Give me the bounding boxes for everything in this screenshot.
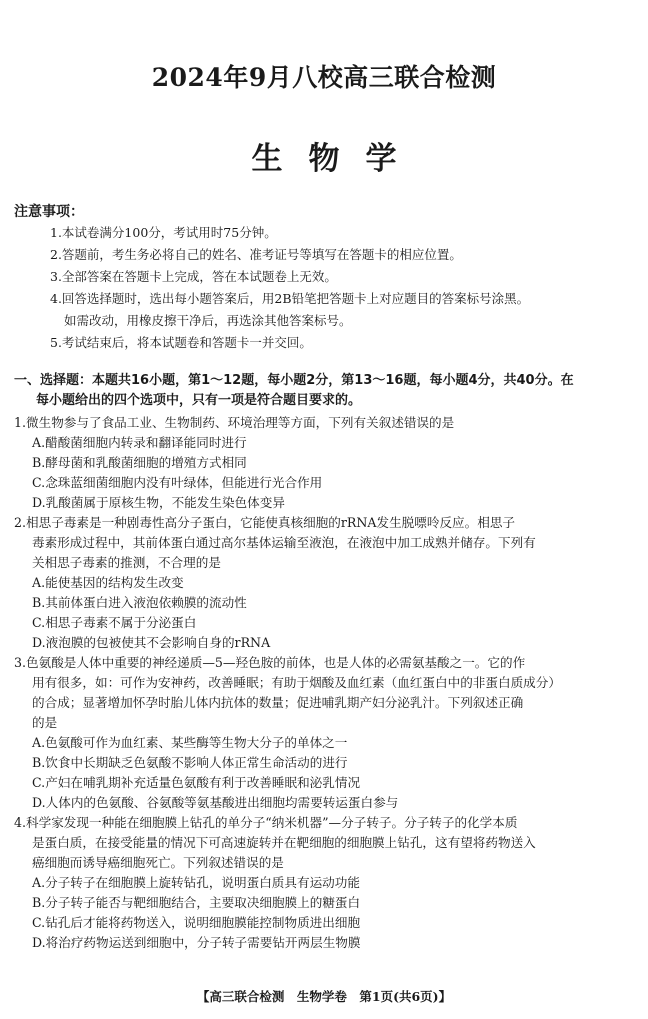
question-stem: 2.相思子毒素是一种剧毒性高分子蛋白，它能使真核细胞的rRNA发生脱嘌呤反应。相思子 xyxy=(14,515,516,530)
notice-item: 如需改动，用橡皮擦干净后，再选涂其他答案标号。 xyxy=(64,313,352,328)
section-heading-line: 一、选择题：本题共16小题，第1～12题，每小题2分，第13～16题，每小题4分，共40分。在 xyxy=(14,373,574,388)
option-c: C.产妇在哺乳期补充适量色氨酸有利于改善睡眠和泌乳情况 xyxy=(32,775,361,790)
notice-list xyxy=(50,222,640,354)
exam-subject: 生物学 xyxy=(251,141,423,177)
option-d: D.将治疗药物运送到细胞中，分子转子需要钻开两层生物膜 xyxy=(32,935,361,950)
option-c: C.念珠蓝细菌细胞内没有叶绿体，但能进行光合作用 xyxy=(32,475,323,490)
option-b: B.饮食中长期缺乏色氨酸不影响人体正常生命活动的进行 xyxy=(32,755,348,770)
exam-title: 2024年9月八校高三联合检测 xyxy=(151,63,497,92)
question-stem: 的合成；显著增加怀孕时胎儿体内抗体的数量；促进哺乳期产妇分泌乳汁。下列叙述正确 xyxy=(32,695,524,710)
option-a: A.醋酸菌细胞内转录和翻译能同时进行 xyxy=(32,435,247,450)
option-b: B.酵母菌和乳酸菌细胞的增殖方式相同 xyxy=(32,455,247,470)
notice-item: 5.考试结束后，将本试题卷和答题卡一并交回。 xyxy=(50,335,312,350)
question-stem: 癌细胞而诱导癌细胞死亡。下列叙述错误的是 xyxy=(32,855,284,870)
notice-heading: 注意事项： xyxy=(14,204,84,220)
question-stem: 3.色氨酸是人体中重要的神经递质—5—羟色胺的前体，也是人体的必需氨基酸之一。它的作 xyxy=(14,655,526,670)
option-d: D.液泡膜的包被使其不会影响自身的rRNA xyxy=(32,635,271,650)
option-a: A.色氨酸可作为血红素、某些酶等生物大分子的单体之一 xyxy=(32,735,348,750)
question-3 xyxy=(14,653,638,813)
option-b: B.其前体蛋白进入液泡依赖膜的流动性 xyxy=(32,595,247,610)
question-stem: 1.微生物参与了食品工业、生物制药、环境治理等方面，下列有关叙述错误的是 xyxy=(14,415,455,430)
question-4 xyxy=(14,813,638,953)
question-stem: 4.科学家发现一种能在细胞膜上钻孔的单分子“纳米机器”—分子转子。分子转子的化学本质 xyxy=(14,815,518,830)
page-footer: 【高三联合检测 生物学卷 第1页(共6页)】 xyxy=(196,989,452,1004)
notice-item: 3.全部答案在答题卡上完成，答在本试题卷上无效。 xyxy=(50,269,337,284)
option-d: D.乳酸菌属于原核生物，不能发生染色体变异 xyxy=(32,495,285,510)
option-c: C.钻孔后才能将药物送入，说明细胞膜能控制物质进出细胞 xyxy=(32,915,361,930)
notice-item: 1.本试卷满分100分，考试用时75分钟。 xyxy=(50,225,277,240)
option-d: D.人体内的色氨酸、谷氨酸等氨基酸进出细胞均需要转运蛋白参与 xyxy=(32,795,399,810)
section-heading-line: 每小题给出的四个选项中，只有一项是符合题目要求的。 xyxy=(36,393,362,408)
option-a: A.分子转子在细胞膜上旋转钻孔，说明蛋白质具有运动功能 xyxy=(32,875,360,890)
notice-item: 2.答题前，考生务必将自己的姓名、准考证号等填写在答题卡的相应位置。 xyxy=(50,247,462,262)
question-list xyxy=(14,413,638,953)
option-a: A.能使基因的结构发生改变 xyxy=(32,575,184,590)
question-2 xyxy=(14,513,638,653)
question-stem: 是蛋白质，在接受能量的情况下可高速旋转并在靶细胞的细胞膜上钻孔，这有望将药物送入 xyxy=(32,835,536,850)
question-stem: 毒素形成过程中，其前体蛋白通过高尔基体运输至液泡，在液泡中加工成熟并储存。下列有 xyxy=(32,535,536,550)
section-heading xyxy=(14,371,638,411)
question-stem: 用有很多，如：可作为安神药，改善睡眠；有助于烟酸及血红素（血红蛋白中的非蛋白质成分） xyxy=(32,675,561,690)
option-c: C.相思子毒素不属于分泌蛋白 xyxy=(32,615,197,630)
option-b: B.分子转子能否与靶细胞结合，主要取决细胞膜上的糖蛋白 xyxy=(32,895,361,910)
question-1 xyxy=(14,413,638,513)
question-stem: 关相思子毒素的推测，不合理的是 xyxy=(32,555,221,570)
notice-item: 4.回答选择题时，选出每小题答案后，用2B铅笔把答题卡上对应题目的答案标号涂黑。 xyxy=(50,291,530,306)
question-stem: 的是 xyxy=(32,715,58,730)
